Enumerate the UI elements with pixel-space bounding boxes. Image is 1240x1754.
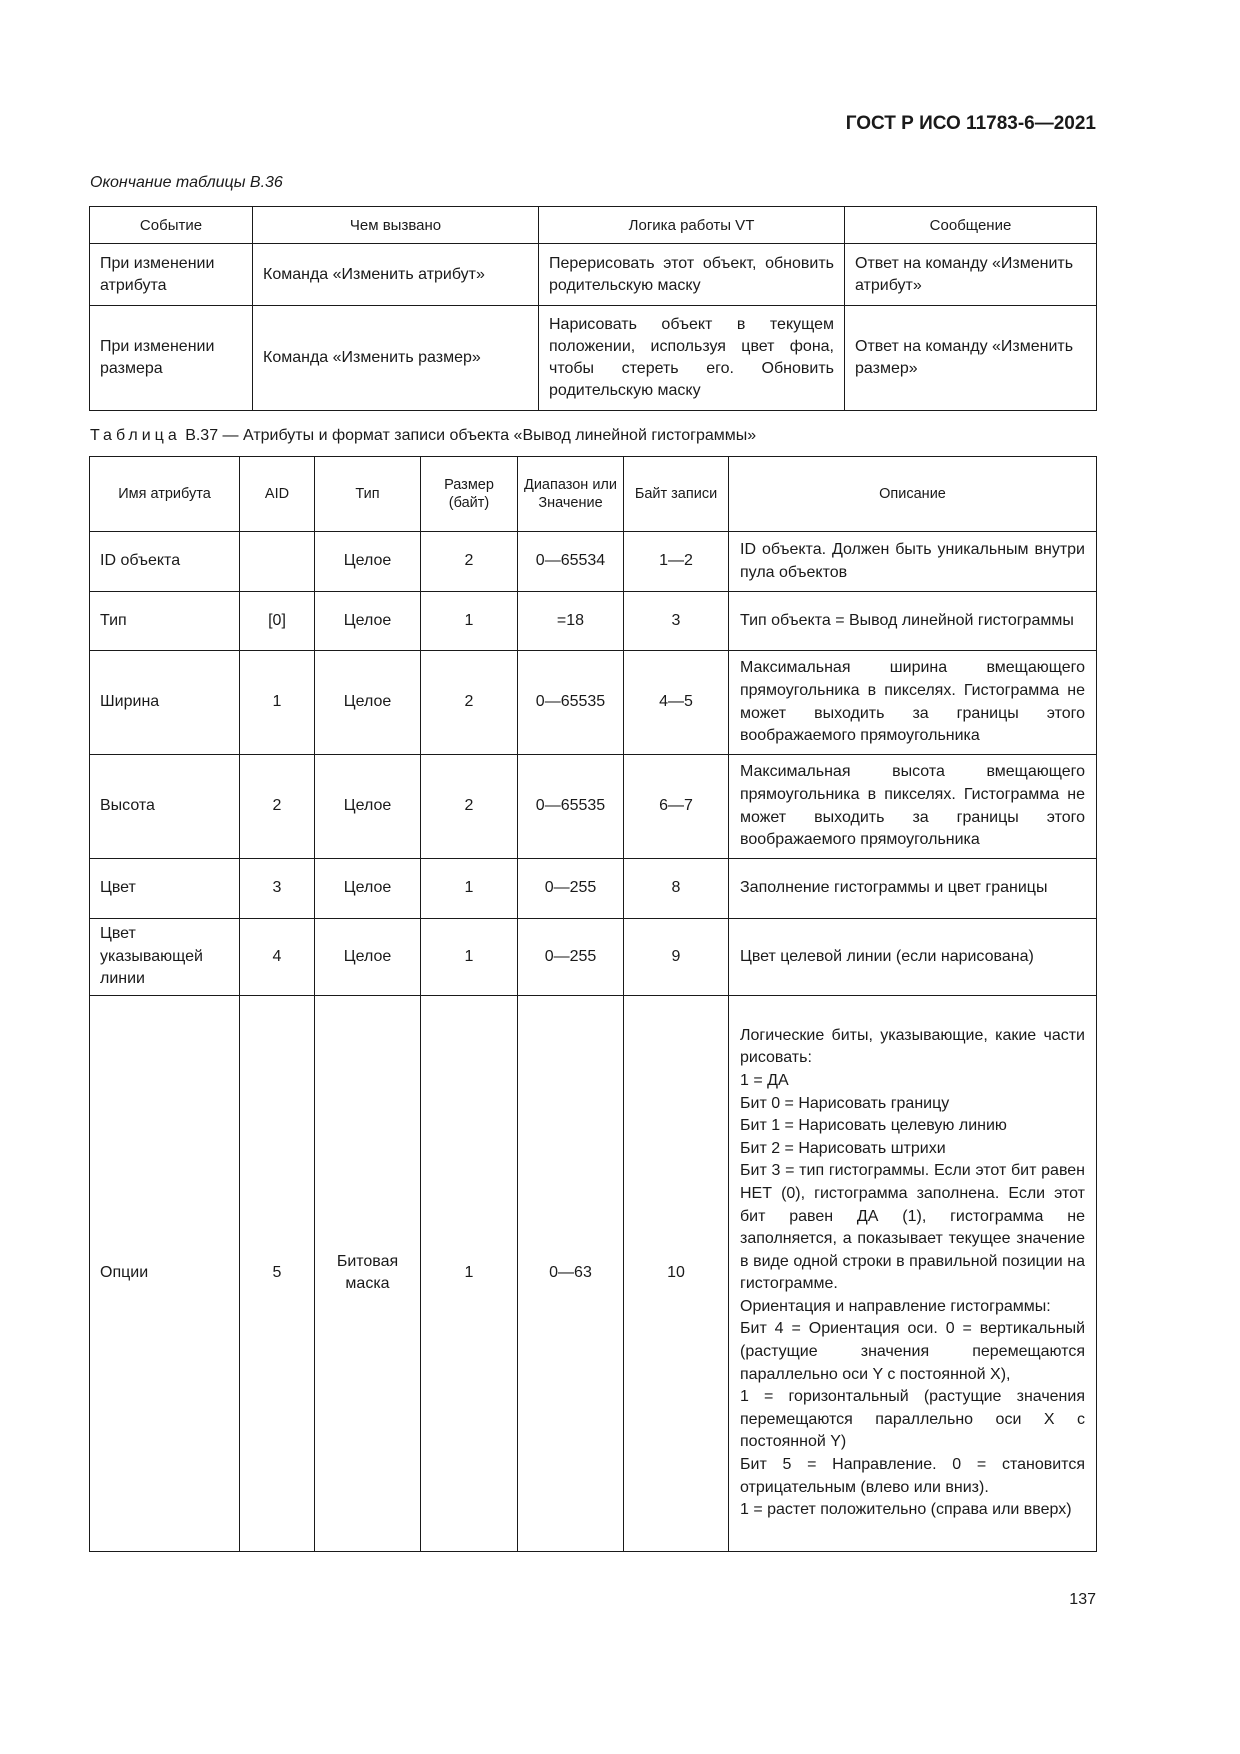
table-title-text: В.37 — Атрибуты и формат записи объекта «Вывод линейной гистограммы» xyxy=(185,427,757,444)
attribute-name-cell: Цвет указывающей линии xyxy=(90,919,240,996)
description-line: Бит 4 = Ориентация оси. 0 = вертикальный (растущие значения перемещаются параллельно оси Y с постоянной X), xyxy=(740,1320,1085,1383)
cause-cell: Команда «Изменить атрибут» xyxy=(253,244,539,306)
table-b36 xyxy=(89,206,1097,411)
record-bytes-cell: 6—7 xyxy=(624,755,729,859)
description-line: 1 = растет положительно (справа или вверх) xyxy=(740,1501,1072,1519)
range-cell: 0—65534 xyxy=(518,532,624,592)
description-cell: ID объекта. Должен быть уникальным внутри пула объектов xyxy=(729,532,1097,592)
attribute-name-cell: ID объекта xyxy=(90,532,240,592)
column-header: Событие xyxy=(90,207,253,244)
record-bytes-cell: 4—5 xyxy=(624,651,729,755)
event-cell: При изменении размера xyxy=(90,306,253,411)
description-line: Бит 3 = тип гистограммы. Если этот бит равен НЕТ (0), гистограмма заполнена. Если этот бит равен ДА (1), гистограмма не заполняется, а показывает текущее значение в виде одной строки в правильной позиции на гистограмме. xyxy=(740,1162,1085,1293)
column-header: Диапазон или Значение xyxy=(518,457,624,532)
size-cell: 2 xyxy=(421,755,518,859)
description-cell xyxy=(729,995,1097,1551)
description-line: Бит 1 = Нарисовать целевую линию xyxy=(740,1117,1007,1135)
type-cell: Целое xyxy=(315,532,421,592)
size-cell: 1 xyxy=(421,859,518,919)
description-line: 1 = ДА xyxy=(740,1071,789,1089)
table-row xyxy=(90,859,1097,919)
description-line: 1 = горизонтальный (растущие значения перемещаются параллельно оси X с постоянной Y) xyxy=(740,1388,1085,1451)
table-b37 xyxy=(89,456,1097,1552)
aid-cell: [0] xyxy=(240,592,315,651)
type-cell: Целое xyxy=(315,859,421,919)
range-cell: 0—255 xyxy=(518,859,624,919)
description-line: Бит 2 = Нарисовать штрихи xyxy=(740,1139,946,1157)
range-cell: =18 xyxy=(518,592,624,651)
table-label: Таблица xyxy=(90,427,181,444)
table-row xyxy=(90,532,1097,592)
attribute-name-cell: Тип xyxy=(90,592,240,651)
description-cell: Цвет целевой линии (если нарисована) xyxy=(729,919,1097,996)
description-line: Ориентация и направление гистограммы: xyxy=(740,1297,1051,1315)
column-header: Описание xyxy=(729,457,1097,532)
column-header: Сообщение xyxy=(845,207,1097,244)
table-row xyxy=(90,244,1097,306)
description-line: Логические биты, указывающие, какие части рисовать: xyxy=(740,1026,1085,1067)
type-cell: Целое xyxy=(315,919,421,996)
table-row xyxy=(90,651,1097,755)
column-header: Логика работы VT xyxy=(539,207,845,244)
size-cell: 2 xyxy=(421,532,518,592)
record-bytes-cell: 1—2 xyxy=(624,532,729,592)
aid-cell: 5 xyxy=(240,995,315,1551)
size-cell: 1 xyxy=(421,919,518,996)
logic-cell: Перерисовать этот объект, обновить родительскую маску xyxy=(539,244,845,306)
table-continuation-caption: Окончание таблицы В.36 xyxy=(90,174,283,191)
logic-cell: Нарисовать объект в текущем положении, используя цвет фона, чтобы стереть его. Обновить родительскую маску xyxy=(539,306,845,411)
cause-cell: Команда «Изменить размер» xyxy=(253,306,539,411)
record-bytes-cell: 8 xyxy=(624,859,729,919)
column-header: Имя атрибута xyxy=(90,457,240,532)
page-number: 137 xyxy=(1069,1591,1096,1608)
aid-cell xyxy=(240,532,315,592)
record-bytes-cell: 3 xyxy=(624,592,729,651)
event-cell: При изменении атрибута xyxy=(90,244,253,306)
description-cell: Тип объекта = Вывод линейной гистограммы xyxy=(729,592,1097,651)
type-cell: Битовая маска xyxy=(315,995,421,1551)
attribute-name-cell: Ширина xyxy=(90,651,240,755)
attribute-name-cell: Цвет xyxy=(90,859,240,919)
column-header: Размер (байт) xyxy=(421,457,518,532)
range-cell: 0—65535 xyxy=(518,755,624,859)
column-header: Тип xyxy=(315,457,421,532)
aid-cell: 3 xyxy=(240,859,315,919)
description-line: Бит 5 = Направление. 0 = становится отрицательным (влево или вниз). xyxy=(740,1456,1085,1496)
table-row xyxy=(90,919,1097,996)
message-cell: Ответ на команду «Изменить размер» xyxy=(845,306,1097,411)
table-b37-title xyxy=(90,427,756,445)
column-header: AID xyxy=(240,457,315,532)
table-row xyxy=(90,592,1097,651)
description-cell: Максимальная высота вмещающего прямоугольника в пикселях. Гистограмма не может выходить за границы этого воображаемого прямоугольника xyxy=(729,755,1097,859)
range-cell: 0—65535 xyxy=(518,651,624,755)
record-bytes-cell: 9 xyxy=(624,919,729,996)
column-header: Чем вызвано xyxy=(253,207,539,244)
type-cell: Целое xyxy=(315,592,421,651)
description-line: Бит 0 = Нарисовать границу xyxy=(740,1094,950,1112)
description-cell: Заполнение гистограммы и цвет границы xyxy=(729,859,1097,919)
column-header: Байт записи xyxy=(624,457,729,532)
message-cell: Ответ на команду «Изменить атрибут» xyxy=(845,244,1097,306)
size-cell: 1 xyxy=(421,995,518,1551)
table-header-row xyxy=(90,207,1097,244)
type-cell: Целое xyxy=(315,651,421,755)
range-cell: 0—255 xyxy=(518,919,624,996)
description-cell: Максимальная ширина вмещающего прямоугольника в пикселях. Гистограмма не может выходить за границы этого воображаемого прямоугольника xyxy=(729,651,1097,755)
table-row xyxy=(90,755,1097,859)
size-cell: 1 xyxy=(421,592,518,651)
document-header: ГОСТ Р ИСО 11783-6—2021 xyxy=(845,113,1096,134)
aid-cell: 1 xyxy=(240,651,315,755)
table-header-row xyxy=(90,457,1097,532)
table-row xyxy=(90,995,1097,1551)
aid-cell: 2 xyxy=(240,755,315,859)
aid-cell: 4 xyxy=(240,919,315,996)
table-row xyxy=(90,306,1097,411)
size-cell: 2 xyxy=(421,651,518,755)
type-cell: Целое xyxy=(315,755,421,859)
range-cell: 0—63 xyxy=(518,995,624,1551)
record-bytes-cell: 10 xyxy=(624,995,729,1551)
attribute-name-cell: Опции xyxy=(90,995,240,1551)
attribute-name-cell: Высота xyxy=(90,755,240,859)
